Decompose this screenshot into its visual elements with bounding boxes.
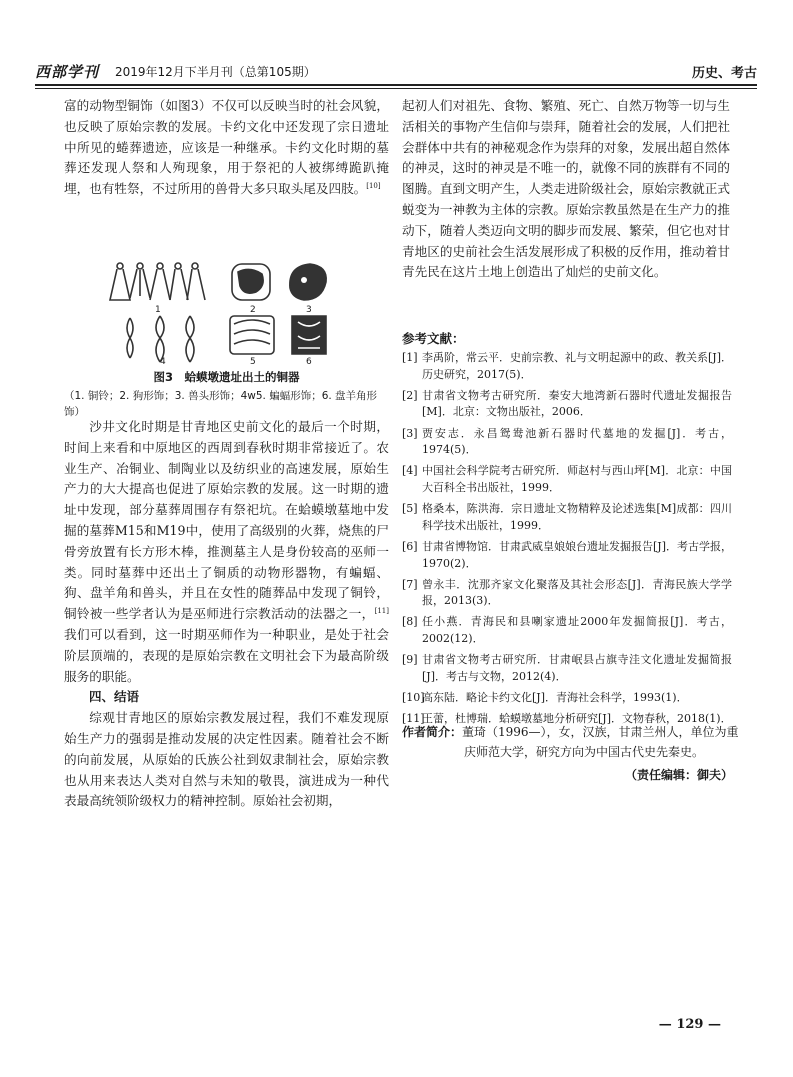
bronze-bell-drawing <box>110 263 205 300</box>
reference-item: [1] 李禹阶，常云平．史前宗教、礼与文明起源中的政、教关系[J]．历史研究，2017(5)． <box>402 351 732 381</box>
reference-item: [8] 任小燕．青海民和县喇家遗址2000年发掘简报[J]．考古，2002(12)． <box>402 615 732 646</box>
left-column-bottom <box>64 417 389 812</box>
author-label: 作者简介： <box>402 725 463 739</box>
conclusion-heading: 四、结语 <box>89 689 140 705</box>
dog-ornament-drawing <box>232 264 270 300</box>
figure-label: 5 <box>250 357 256 366</box>
reference-item: [9] 甘肃省文物考古研究所．甘肃岷县占旗寺洼文化遗址发掘简报[J]．考古与文物，2012(4)． <box>402 653 732 683</box>
paragraph: 沙井文化时期是甘青地区史前文化的最后一个时期，时间上来看和中原地区的西周到春秋时期非常接近了。农业生产、冶铜业、制陶业以及纺织业的高速发展，原始生产力的大大提高也促进了原始宗教的发展。这一时期的遗址中发现，部分墓葬周围存有祭祀坑。在蛤蟆墩墓地中发掘的墓葬M15和M19中，使用了高级别的火葬，烧焦的尸骨旁放置有长方形木棒，推测墓主人是身份较高的巫师一类。同时墓葬中还出土了铜质的动物形器物，有蝙蝠、狗、盘羊角和兽头，并且在女性的随葬品中发现了铜铃，铜铃被一些学者认为是巫师进行宗教活动的法器之一，[11]我们可以看到，这一时期巫师作为一种职业，是处于社会阶层顶端的，表现的是原始宗教在文明社会下为最高阶级服务的职能。 <box>64 419 389 684</box>
figure-caption: 图3 蛤蟆墩遗址出土的铜器 <box>153 370 300 384</box>
figure-label: 1 <box>155 305 161 315</box>
reference-item: [6] 甘肃省博物馆．甘肃武威皇娘娘台遗址发掘报告[J]．考古学报，1970(2)． <box>402 539 732 570</box>
beast-head-drawing <box>290 264 326 300</box>
bat-ornament-drawing <box>230 316 274 354</box>
section-title: 历史、考古 <box>691 66 757 81</box>
references-title: 参考文献： <box>402 331 465 346</box>
reference-item: [7] 曾永丰．沈那齐家文化聚落及其社会形态[J]．青海民族大学学报，2013(3)． <box>402 577 732 608</box>
left-column-top <box>64 96 389 200</box>
author-line: 庆师范大学，研究方向为中国古代史先秦史。 <box>464 745 705 759</box>
author-bio <box>402 722 742 762</box>
bronze-artifacts-figure <box>100 258 355 366</box>
reference-item: [3] 贾安志．永昌鸳鸯池新石器时代墓地的发掘[J]．考古，1974(5)． <box>402 426 732 457</box>
right-column <box>402 96 730 283</box>
page-number: — 129 — <box>658 1017 721 1032</box>
responsible-editor: （责任编辑：御夫） <box>624 768 733 782</box>
reference-item: [11] 王蕾，杜博瑞．蛤蟆墩墓地分析研究[J]．文物春秋，2018(1)． <box>402 712 732 726</box>
paragraph: 综观甘青地区的原始宗教发展过程，我们不难发现原始生产力的强弱是推动发展的决定性因素。随着社会不断的向前发展，从原始的氏族公社到奴隶制社会，原始宗教也从用来表达人类对自然与未知的敬畏，演进成为一种代表最高统领阶级权力的精神控制。原始社会初期， <box>64 710 389 809</box>
figure-label: 6 <box>306 357 312 366</box>
reference-item: [4] 中国社会科学院考古研究所．师赵村与西山坪[M]．北京：中国大百科全书出版社，1999． <box>402 464 732 494</box>
figure-label: 3 <box>306 305 312 315</box>
argali-horn-drawing <box>292 316 326 354</box>
figure-note: （1. 铜铃；2. 狗形饰；3. 兽头形饰；4w5. 蝙蝠形饰；6. 盘羊角形饰） <box>64 390 378 418</box>
journal-logo: 西部学刊 <box>35 63 100 81</box>
citation: [10] <box>366 182 381 190</box>
reference-item: [5] 格桑本，陈洪海．宗日遗址文物精粹及论述选集[M]成都：四川科学技术出版社，1999． <box>402 502 732 532</box>
header-rule-thin <box>35 88 757 89</box>
citation: [11] <box>374 606 389 615</box>
paragraph: 富的动物型铜饰（如图3）不仅可以反映当时的社会风貌，也反映了原始宗教的发展。卡约文化中还发现了宗日遗址中所见的蜷葬遗迹，应该是一种继承。卡约文化时期的墓葬还发现人祭和人殉现象，用于祭祀的人被绑缚跪趴掩埋，也有牲祭，不过所用的兽骨大多只取头尾及四肢。[10] <box>64 98 389 197</box>
issue-info: 2019年12月下半月刊（总第105期） <box>115 65 316 79</box>
reference-item: [2] 甘肃省文物考古研究所．秦安大地湾新石器时代遗址发掘报告[M]．北京：文物出版社，2006． <box>402 388 732 419</box>
figure-label: 2 <box>250 305 256 315</box>
page-header <box>35 58 757 82</box>
author-line: 董琦（1996—），女，汉族，甘肃兰州人，单位为重 <box>462 725 739 739</box>
references-list <box>402 350 732 732</box>
bat-ornament-drawing <box>127 316 194 362</box>
reference-item: [10] 高东陆．略论卡约文化[J]．青海社会科学，1993(1)． <box>402 691 688 705</box>
figure-label: 4 <box>160 357 166 366</box>
paragraph: 起初人们对祖先、食物、繁殖、死亡、自然万物等一切与生活相关的事物产生信仰与崇拜，随着社会的发展，人们把社会群体中共有的神秘观念作为崇拜的对象，发展出超自然体的神灵，这时的神灵是不唯一的，就像不同的族群有不同的图腾。直到文明产生，人类走进阶级社会，原始宗教就正式蜕变为一神教为主体的宗教。原始宗教虽然是在生产力的推动下，随着人类迈向文明的脚步而发展、繁荣，但它也对甘青地区的史前社会生活发展形成了积极的反作用，推动着甘青先民在这片土地上创造出了灿烂的史前文化。 <box>402 98 730 280</box>
header-rule <box>35 84 757 86</box>
